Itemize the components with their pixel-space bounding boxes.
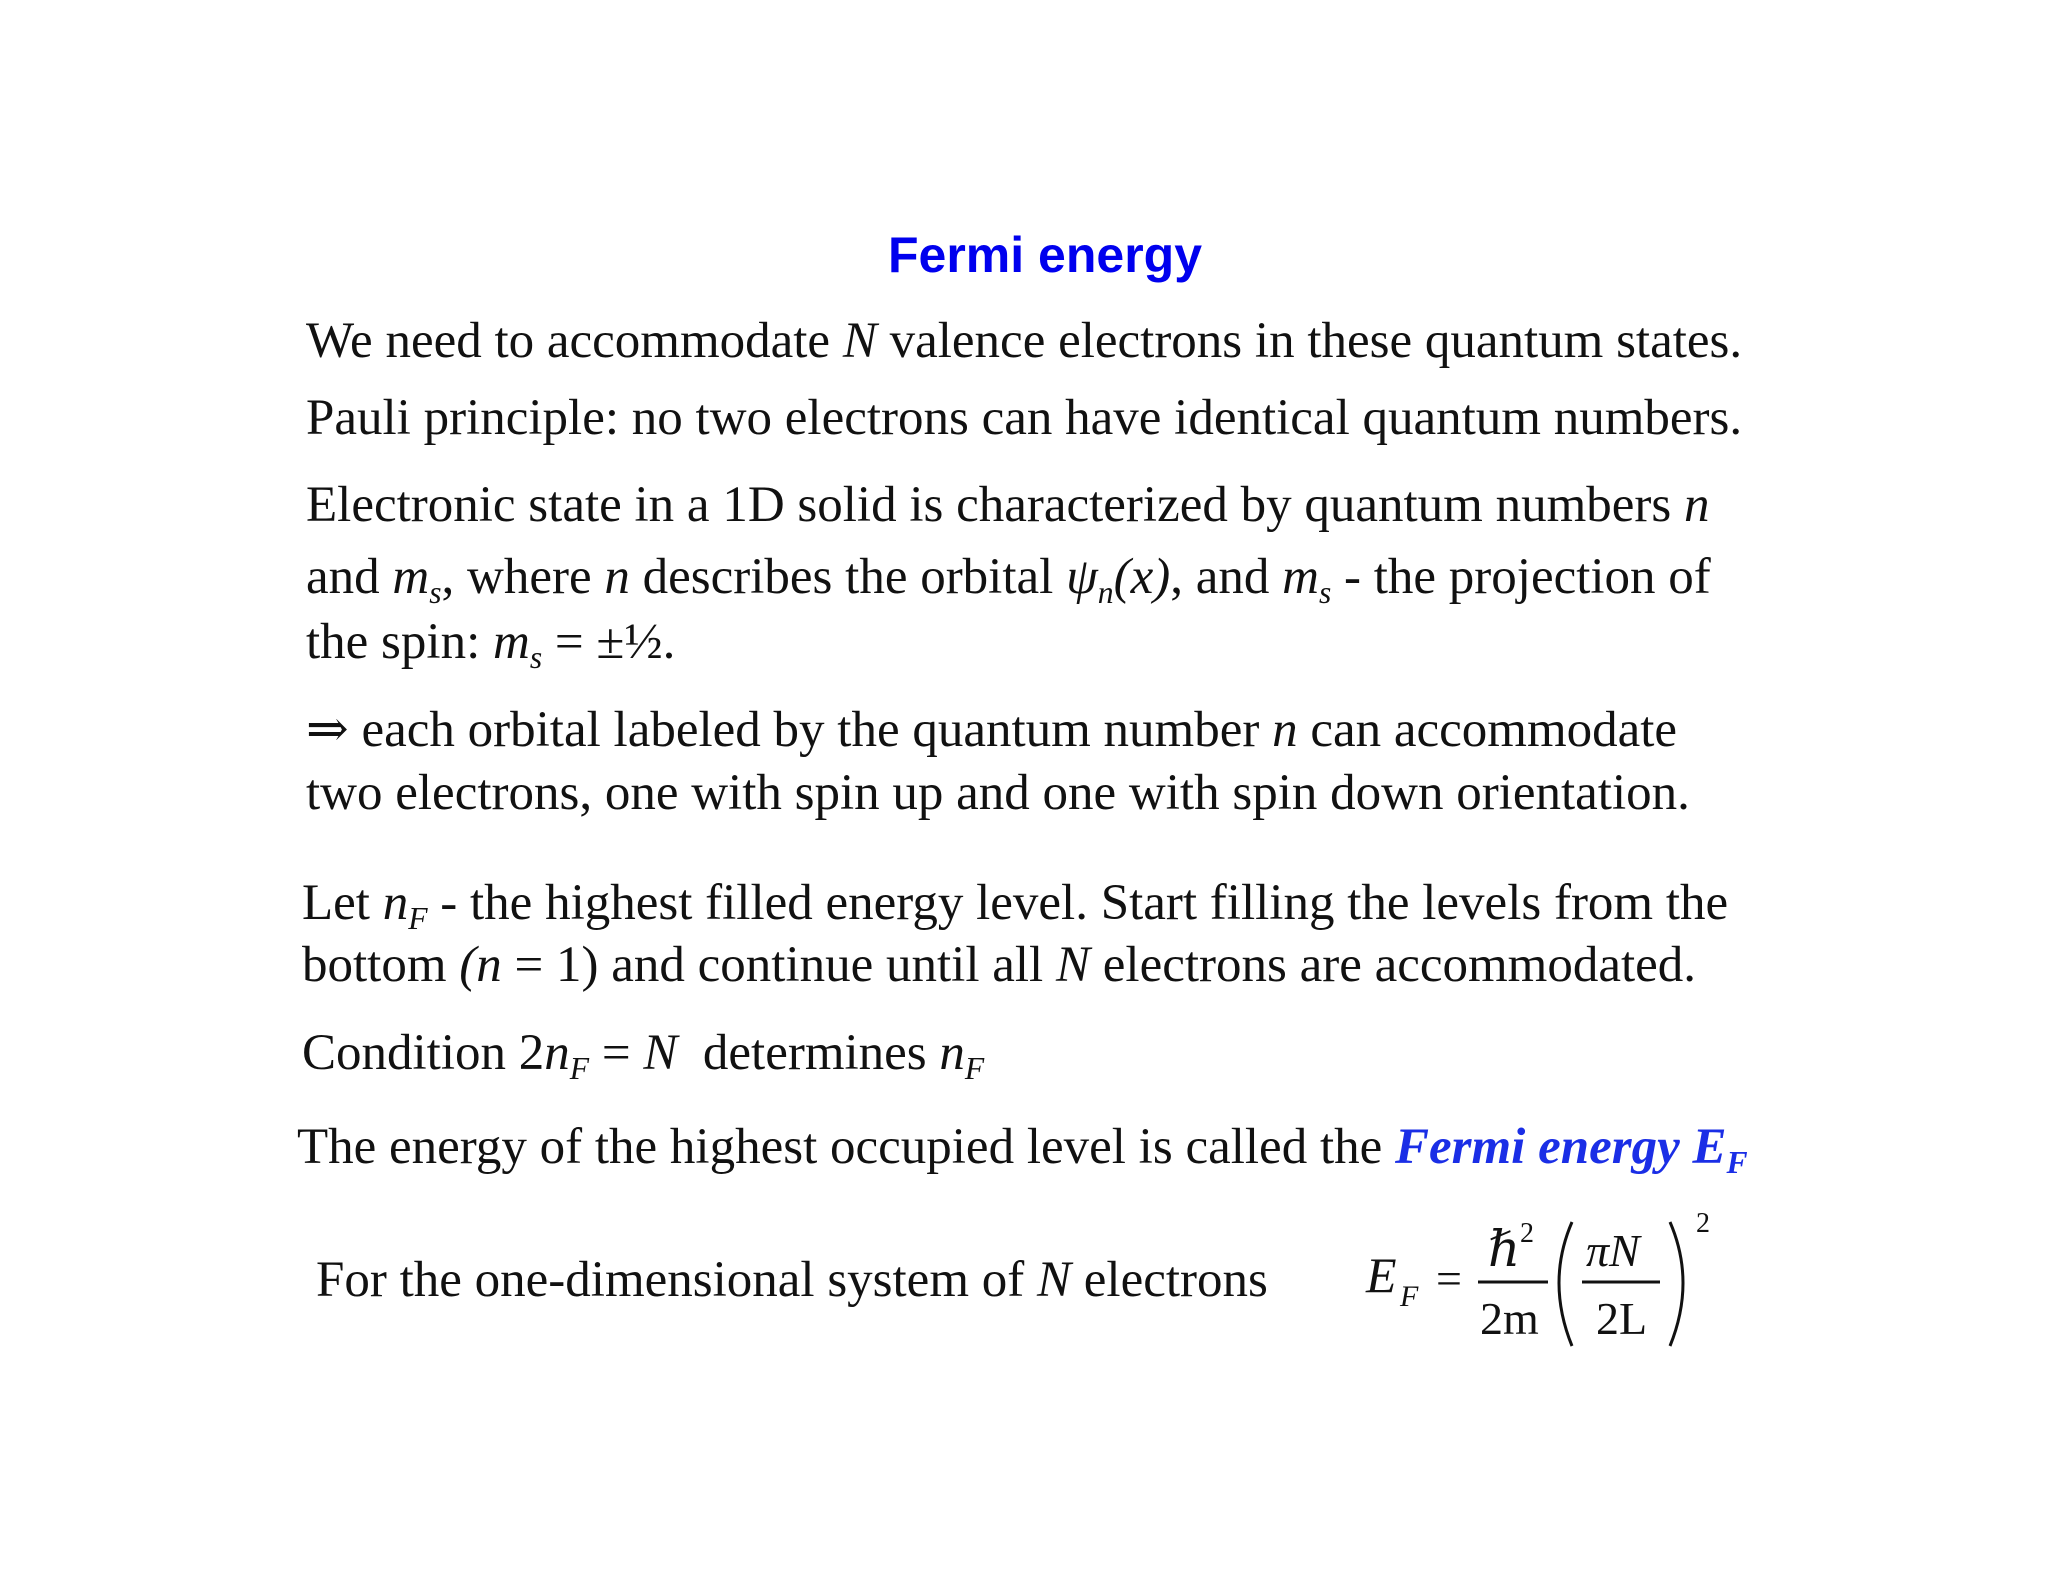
para3-line2: two electrons, one with spin up and one with spin down orientation.: [306, 765, 1690, 821]
text: - the highest filled energy level. Start filling the levels from the: [427, 875, 1729, 931]
para7-line: [316, 1252, 1268, 1308]
text: = ±½.: [542, 614, 676, 670]
subscript-F: F: [1726, 1145, 1748, 1181]
text: For the one-dimensional system of: [316, 1252, 1037, 1308]
text: Electronic state in a 1D solid is characterized by quantum numbers: [306, 477, 1684, 533]
para4-line2: [302, 937, 1697, 993]
text: , where: [441, 549, 605, 605]
text: = 1) and continue until all: [501, 937, 1056, 993]
text: can accommodate: [1297, 702, 1678, 758]
var-n: (n: [459, 937, 502, 993]
eq-E: E: [1366, 1247, 1397, 1303]
eq-2L: 2L: [1596, 1293, 1648, 1344]
text: and: [306, 549, 393, 605]
text: describes the orbital: [629, 549, 1067, 605]
eq-2m: 2m: [1480, 1293, 1539, 1344]
text: - the projection of: [1331, 549, 1711, 605]
subscript-F: F: [408, 901, 428, 937]
var-m: m: [493, 614, 530, 670]
text: the spin:: [306, 614, 493, 670]
subscript-s: s: [1318, 575, 1332, 611]
text: Condition 2: [302, 1025, 545, 1081]
text: The energy of the highest occupied level is called the: [297, 1119, 1395, 1175]
para1-line1: [306, 313, 1743, 369]
var-n: n: [1272, 702, 1298, 758]
var-N: N: [1055, 937, 1091, 993]
para2-line1: [306, 477, 1710, 533]
eq-outer-power: 2: [1696, 1208, 1710, 1239]
var-n: n: [939, 1025, 965, 1081]
para3-line1: [306, 702, 1678, 758]
subscript-s: s: [529, 640, 543, 676]
eq-hbar: ℏ: [1488, 1221, 1521, 1277]
var-n: n: [1683, 477, 1710, 533]
text: electrons are accommodated.: [1090, 937, 1697, 993]
para6-line: [297, 1119, 1748, 1181]
subscript-F: F: [569, 1051, 590, 1087]
text: , and: [1170, 549, 1283, 605]
subscript-n: n: [1097, 575, 1114, 611]
var-N: N: [643, 1025, 678, 1081]
fermi-energy-highlight: Fermi energy E: [1395, 1119, 1727, 1175]
fermi-energy-equation: [1360, 1204, 1720, 1364]
var-N: N: [842, 313, 877, 369]
para4-line1: [302, 875, 1729, 937]
para2-line3: [306, 614, 676, 676]
var-n: n: [544, 1025, 570, 1081]
eq-hbar-power: 2: [1520, 1218, 1534, 1249]
implies-arrow: ⇒: [306, 702, 349, 758]
para5-line: [302, 1025, 985, 1087]
text: We need to accommodate: [306, 313, 843, 369]
var-n: n: [604, 549, 630, 605]
eq-equals: =: [1436, 1253, 1462, 1304]
para2-line2: [306, 549, 1711, 611]
text: Let: [302, 875, 383, 931]
var-n: n: [382, 875, 409, 931]
text: each orbital labeled by the quantum number: [348, 702, 1273, 758]
var-m: m: [392, 549, 430, 605]
text: bottom: [302, 937, 460, 993]
para1-line2: Pauli principle: no two electrons can have identical quantum numbers.: [306, 390, 1743, 446]
slide-title: Fermi energy: [887, 227, 1202, 283]
var-m: m: [1282, 549, 1319, 605]
subscript-s: s: [429, 575, 442, 611]
var-x: (x): [1113, 549, 1171, 605]
text: electrons: [1071, 1252, 1268, 1308]
text: =: [589, 1025, 644, 1081]
text: determines: [677, 1025, 940, 1081]
eq-left-paren: [1559, 1222, 1572, 1346]
eq-right-paren: [1670, 1222, 1683, 1346]
eq-piN: πN: [1586, 1225, 1640, 1276]
text: valence electrons in these quantum states.: [876, 313, 1743, 369]
eq-subscript-F: F: [1400, 1280, 1419, 1313]
var-psi: ψ: [1066, 549, 1098, 605]
subscript-F: F: [964, 1051, 985, 1087]
var-N: N: [1036, 1252, 1072, 1308]
